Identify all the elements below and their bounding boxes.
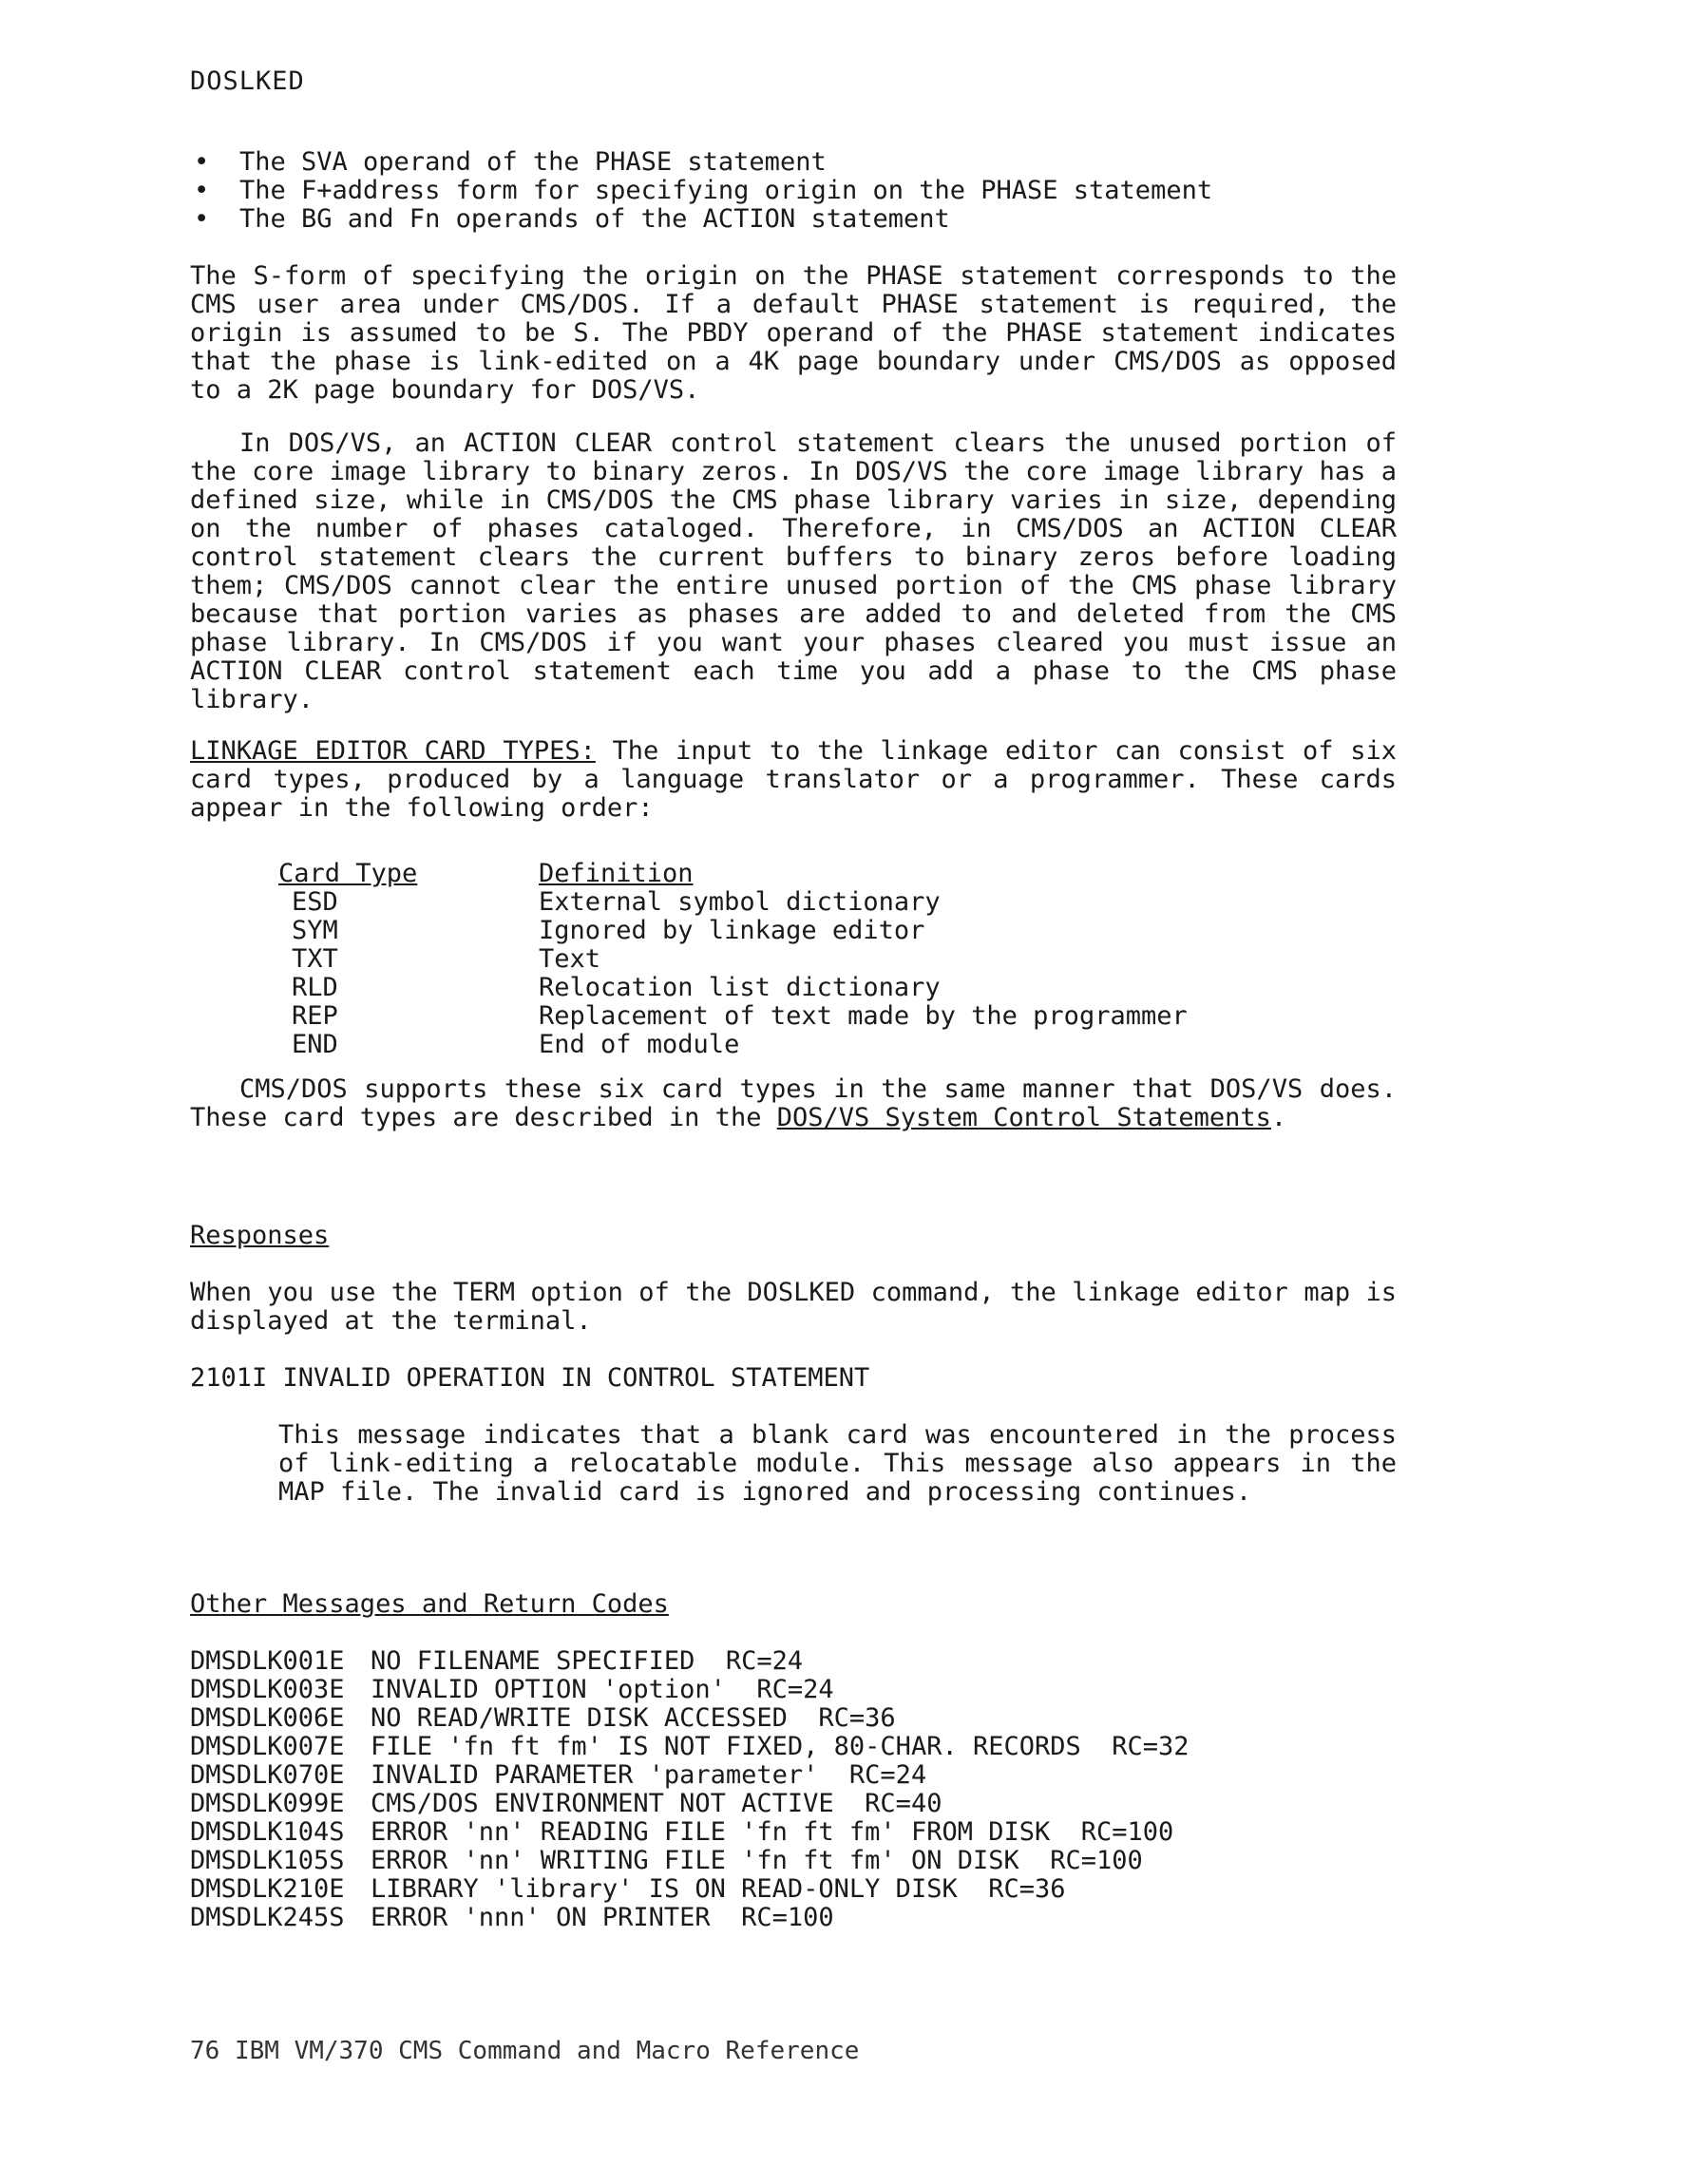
responses-heading: Responses — [190, 1221, 330, 1250]
card-type-cell: REP — [292, 1001, 338, 1031]
list-item — [190, 1818, 1190, 1847]
paragraph-s-form: The S-form of specifying the origin on the PHASE statement corresponds to the CMS user area under CMS/DOS. If a default PHASE statement is required, the origin is assumed to be S. The PBDY operand of the PHASE statement indicates that the phase is link-edited on a 4K page boundary under CMS/DOS as opposed to a 2K page boundary for DOS/VS. — [190, 261, 1397, 405]
definition-cell: End of module — [539, 1030, 740, 1059]
message-code: DMSDLK001E — [190, 1646, 345, 1676]
message-text: NO READ/WRITE DISK ACCESSED RC=36 — [371, 1703, 896, 1733]
responses-text: When you use the TERM option of the DOSLKED command, the linkage editor map is displayed at the terminal. — [190, 1278, 1397, 1336]
message-code: DMSDLK003E — [190, 1675, 345, 1704]
paragraph-card-types — [190, 737, 1397, 823]
return-codes-list — [190, 1647, 1190, 1932]
table-row — [278, 974, 1188, 1002]
message-text: LIBRARY 'library' IS ON READ-ONLY DISK RC=36 — [371, 1874, 1066, 1904]
card-type-cell: SYM — [292, 916, 338, 945]
paragraph-card-support — [190, 1075, 1397, 1132]
message-text: CMS/DOS ENVIRONMENT NOT ACTIVE RC=40 — [371, 1789, 942, 1818]
message-code: DMSDLK007E — [190, 1732, 345, 1761]
table-row — [278, 1002, 1188, 1031]
other-messages-heading: Other Messages and Return Codes — [190, 1589, 669, 1619]
sentence-end: . — [1270, 1103, 1287, 1132]
message-code: DMSDLK104S — [190, 1817, 345, 1847]
definition-cell: External symbol dictionary — [539, 887, 941, 917]
definition-cell: Text — [539, 944, 601, 974]
message-code: DMSDLK210E — [190, 1874, 345, 1904]
list-item — [190, 1847, 1190, 1875]
message-text: INVALID PARAMETER 'parameter' RC=24 — [371, 1760, 927, 1790]
bullet-item: • The F+address form for specifying origin on the PHASE statement — [190, 177, 1212, 205]
card-types-text: The input to the linkage editor can consist of six card types, produced by a language translator or a programmer. These cards appear in the following order: — [190, 736, 1397, 823]
card-type-cell: RLD — [292, 973, 338, 1002]
list-item — [190, 1790, 1190, 1818]
card-support-text: CMS/DOS supports these six card types in the same manner that DOS/VS does. These card types are described in the — [190, 1074, 1397, 1132]
definition-cell: Relocation list dictionary — [539, 973, 941, 1002]
list-item — [190, 1904, 1190, 1932]
list-item — [190, 1875, 1190, 1904]
card-type-cell: ESD — [292, 887, 338, 917]
message-code: DMSDLK245S — [190, 1903, 345, 1932]
message-text: NO FILENAME SPECIFIED RC=24 — [371, 1646, 804, 1676]
page-header: DOSLKED — [190, 66, 305, 96]
col-card-type-header: Card Type — [278, 859, 418, 888]
bullet-list — [190, 148, 1212, 234]
card-type-cell: TXT — [292, 944, 338, 974]
table-row — [278, 917, 1188, 945]
message-code: DMSDLK105S — [190, 1846, 345, 1875]
message-code: DMSDLK099E — [190, 1789, 345, 1818]
message-code: DMSDLK070E — [190, 1760, 345, 1790]
message-id-line: 2101I INVALID OPERATION IN CONTROL STATEMENT — [190, 1363, 870, 1393]
message-text: INVALID OPTION 'option' RC=24 — [371, 1675, 834, 1704]
paragraph-action-clear — [190, 429, 1397, 714]
message-description: This message indicates that a blank card was encountered in the process of link-editing a relocatable module. This message also appears in the MAP file. The invalid card is ignored and processing continues. — [278, 1420, 1397, 1507]
message-text: ERROR 'nnn' ON PRINTER RC=100 — [371, 1903, 834, 1932]
card-type-cell: END — [292, 1030, 338, 1059]
page-footer: 76 IBM VM/370 CMS Command and Macro Reference — [190, 2037, 860, 2065]
table-row — [278, 945, 1188, 974]
message-text: ERROR 'nn' READING FILE 'fn ft fm' FROM DISK RC=100 — [371, 1817, 1174, 1847]
bullet-item: • The SVA operand of the PHASE statement — [190, 148, 1212, 177]
list-item — [190, 1676, 1190, 1704]
definition-cell: Ignored by linkage editor — [539, 916, 925, 945]
list-item — [190, 1733, 1190, 1761]
table-row — [278, 888, 1188, 917]
paragraph-action-clear-text: In DOS/VS, an ACTION CLEAR control statement clears the unused portion of the core image library to binary zeros. In DOS/VS the core image library has a defined size, while in CMS/DOS the CMS phase library varies in size, depending on the number of phases cataloged. Therefore, in CMS/DOS an ACTION CLEAR control statement clears the current buffers to binary zeros before loading them; CMS/DOS cannot clear the entire unused portion of the CMS phase library because that portion varies as phases are added to and deleted from the CMS phase library. In CMS/DOS if you want your phases cleared you must issue an ACTION CLEAR control statement each time you add a phase to the CMS phase library. — [190, 428, 1397, 714]
table-row — [278, 1031, 1188, 1059]
bullet-item: • The BG and Fn operands of the ACTION statement — [190, 205, 1212, 234]
message-text: ERROR 'nn' WRITING FILE 'fn ft fm' ON DISK RC=100 — [371, 1846, 1143, 1875]
list-item — [190, 1647, 1190, 1676]
message-text: FILE 'fn ft fm' IS NOT FIXED, 80-CHAR. RECORDS RC=32 — [371, 1732, 1190, 1761]
card-types-heading: LINKAGE EDITOR CARD TYPES: — [190, 736, 596, 766]
message-code: DMSDLK006E — [190, 1703, 345, 1733]
reference-title: DOS/VS System Control Statements — [776, 1103, 1271, 1132]
card-type-table — [278, 860, 1188, 1059]
list-item — [190, 1704, 1190, 1733]
list-item — [190, 1761, 1190, 1790]
col-definition-header: Definition — [539, 859, 694, 888]
definition-cell: Replacement of text made by the programmer — [539, 1001, 1188, 1031]
